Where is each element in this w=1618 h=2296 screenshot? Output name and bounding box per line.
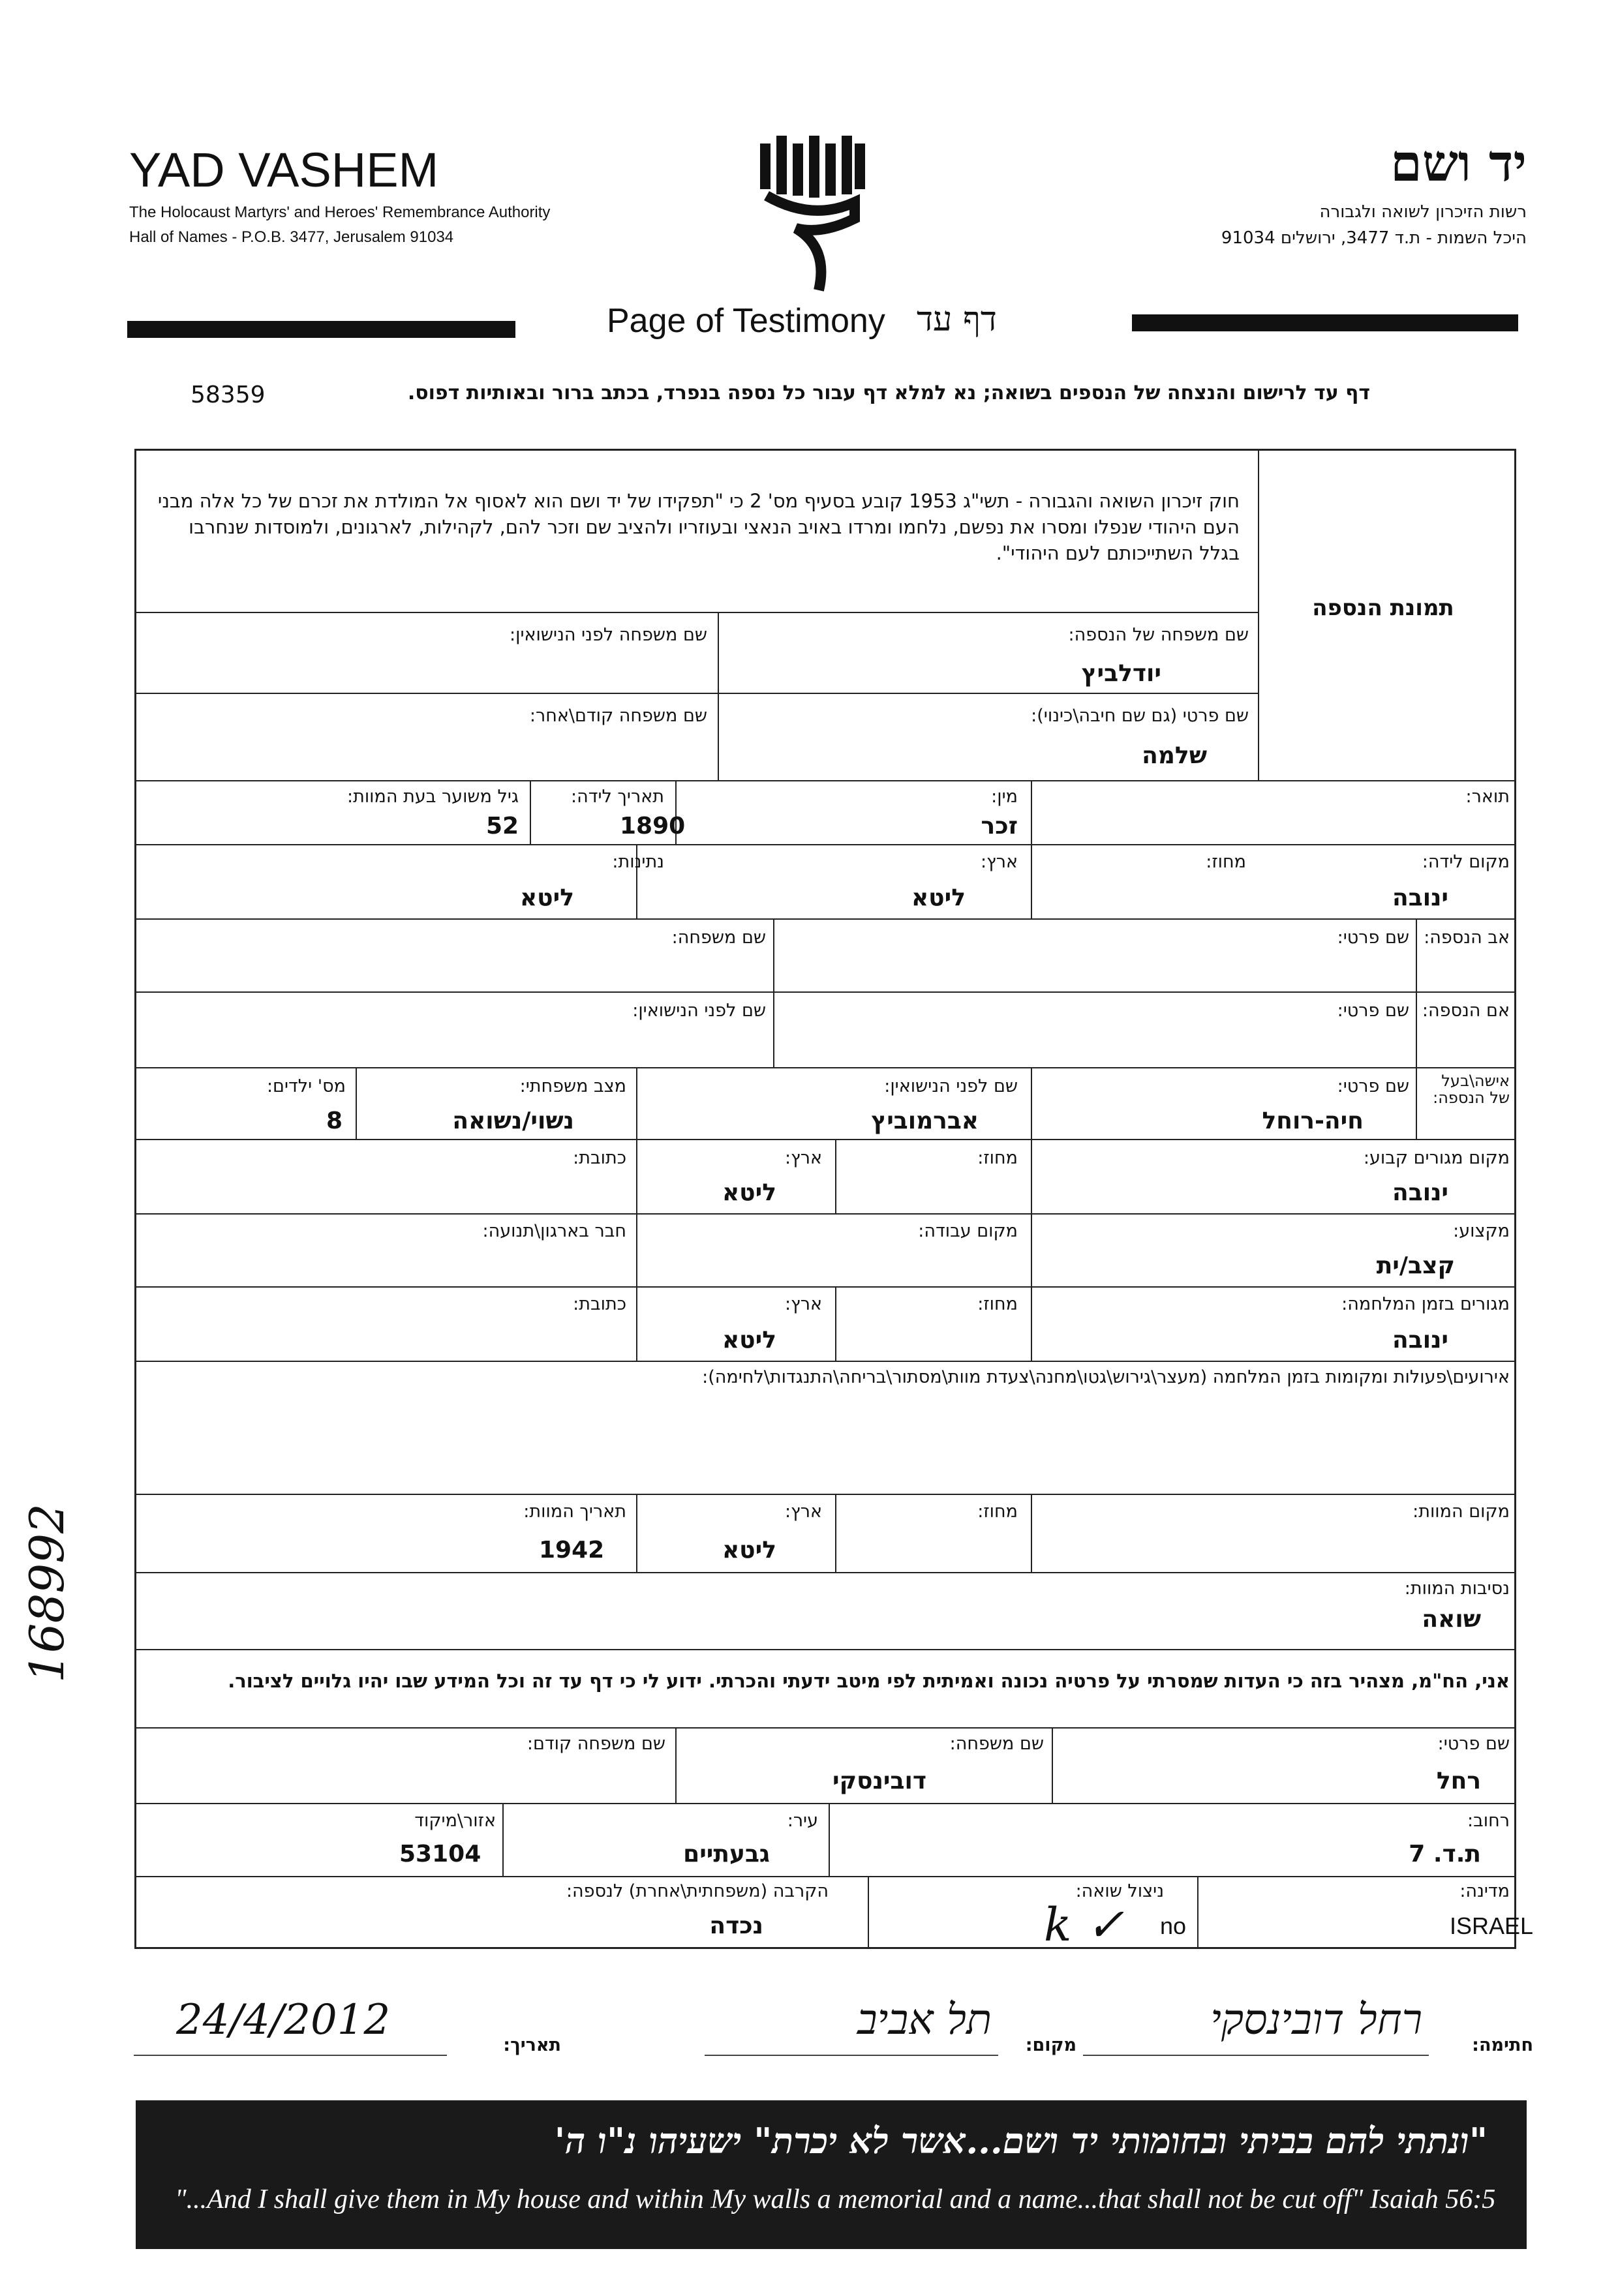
- signature-handwritten: רחל דובינסקי: [1210, 1996, 1422, 2044]
- label-wartime-country: ארץ:: [785, 1294, 822, 1314]
- label-profession: מקצוע:: [1453, 1221, 1510, 1241]
- label-death-place: מקום המוות:: [1412, 1502, 1510, 1522]
- value-death-date[interactable]: 1942: [539, 1537, 605, 1563]
- value-wartime-country[interactable]: ליטא: [722, 1327, 776, 1353]
- value-submitter-street[interactable]: ת.ד. 7: [1409, 1841, 1481, 1867]
- value-num-children[interactable]: 8: [326, 1108, 343, 1134]
- value-death-circumstances[interactable]: שואה: [1422, 1606, 1481, 1633]
- title-bar-right: [1132, 314, 1518, 331]
- label-signature: חתימה:: [1472, 2035, 1533, 2055]
- label-submitter-family-name: שם משפחה:: [949, 1734, 1044, 1754]
- page-title-en: Page of Testimony: [607, 302, 885, 340]
- label-first-name: שם פרטי (גם שם חיבה\כינוי):: [1031, 706, 1249, 726]
- law-text: חוק זיכרון השואה והגבורה - תשי"ג 1953 קובע בסעיף מס' 2 כי "תפקידו של יד ושם הוא לאסוף אל המולדת את זכרם של כל אלה מבני העם היהודי שנפלו ומסרו את נפשם, נלחמו ומרדו באויב הנאצי ובעוזריו ולהציב שם וזכר להם, לקהילות, לארגונים, ולמוסדות שנחרבו בגלל השתייכותם לעם היהודי".: [157, 490, 1240, 564]
- label-residence-district: מחוז:: [977, 1148, 1018, 1168]
- label-mother: אם הנספה:: [1422, 1001, 1510, 1021]
- value-submitter-zip[interactable]: 53104: [399, 1841, 481, 1867]
- org-name-he: יד ושם: [1390, 134, 1527, 193]
- declaration: אני, הח"מ, מצהיר בזה כי העדות שמסרתי על פרטיה נכונה ואמיתית לפי מיטב ידעתי והכרתי. ידוע לי כי דף עד זה וכל המידע שבו יהיו גלויים לציבור.: [228, 1670, 1510, 1692]
- label-state: מדינה:: [1459, 1881, 1510, 1901]
- label-birth-place: מקום לידה:: [1422, 852, 1510, 872]
- label-father-family-name: שם משפחה:: [671, 928, 766, 948]
- form-frame: [134, 449, 1516, 1949]
- label-residence-country: ארץ:: [785, 1148, 822, 1168]
- label-mother-first-name: שם פרטי:: [1337, 1001, 1409, 1021]
- label-age-at-death: גיל משוער בעת המוות:: [346, 787, 519, 807]
- value-submitter-country[interactable]: ISRAEL: [1450, 1912, 1534, 1939]
- label-date: תאריך:: [503, 2035, 561, 2055]
- value-profession[interactable]: קצב/ית: [1376, 1252, 1455, 1279]
- survivor-handwritten-mark: k ✓: [1044, 1898, 1125, 1952]
- photo-label: תמונת הנספה: [1312, 595, 1454, 621]
- label-birth-country: ארץ:: [981, 852, 1018, 872]
- date-handwritten: 24/4/2012: [176, 1996, 391, 2044]
- page-title-he: דף עד: [917, 300, 997, 339]
- label-residence: מקום מגורים קבוע:: [1363, 1148, 1510, 1168]
- org-address-en: Hall of Names - P.O.B. 3477, Jerusalem 91034: [129, 228, 454, 246]
- label-nationality: נתינות:: [612, 852, 664, 872]
- instructions: דף עד לרישום והנצחה של הנספים בשואה; נא למלא דף עבור כל נספה בנפרד, בכתב ברור ובאותיות דפוס.: [407, 382, 1370, 404]
- value-victim-family-name[interactable]: יודלביץ: [1081, 660, 1161, 687]
- label-birth-date: תאריך לידה:: [570, 787, 664, 807]
- value-spouse-maiden-name[interactable]: אברמוביץ: [871, 1108, 979, 1134]
- value-submitter-first-name[interactable]: רחל: [1436, 1768, 1481, 1794]
- value-death-country[interactable]: ליטא: [722, 1537, 776, 1563]
- label-wartime-district: מחוז:: [977, 1294, 1018, 1314]
- value-birth-country[interactable]: ליטא: [911, 884, 966, 911]
- org-name-en: YAD VASHEM: [129, 143, 439, 197]
- label-relation: הקרבה (משפחתית\אחרת) לנספה:: [566, 1881, 829, 1901]
- label-submitter-prev-family: שם משפחה קודם:: [527, 1734, 665, 1754]
- org-address-he: היכל השמות - ת.ד 3477, ירושלים 91034: [1221, 228, 1527, 248]
- label-mother-maiden-name: שם לפני הנישואין:: [632, 1001, 766, 1021]
- label-birth-district: מחוז:: [1206, 852, 1246, 872]
- label-prev-family-name: שם משפחה קודם\אחר:: [529, 706, 707, 726]
- place-handwritten: תל אביב: [857, 1996, 992, 2044]
- value-gender[interactable]: זכר: [981, 813, 1018, 839]
- label-victim-family-name: שם משפחה של הנספה:: [1068, 625, 1249, 645]
- value-birth-place[interactable]: ינובה: [1392, 884, 1448, 911]
- label-death-circumstances: נסיבות המוות:: [1404, 1578, 1510, 1599]
- label-death-date: תאריך המוות:: [523, 1502, 626, 1522]
- label-spouse-maiden-name: שם לפני הנישואין:: [884, 1076, 1018, 1096]
- value-residence-country[interactable]: ליטא: [722, 1179, 776, 1206]
- label-wartime-address: כתובת:: [573, 1294, 626, 1314]
- label-workplace: מקום עבודה:: [918, 1221, 1018, 1241]
- footer-quote-en: "...And I shall give them in My house and within My walls a memorial and a name...that shall not be cut off" Isaiah 56:5: [175, 2184, 1496, 2214]
- value-nationality[interactable]: ליטא: [519, 884, 574, 911]
- menorah-logo-icon: [757, 130, 868, 294]
- label-residence-address: כתובת:: [573, 1148, 626, 1168]
- label-spouse: אישה\בעל של הנספה:: [1433, 1072, 1510, 1107]
- label-num-children: מס' ילדים:: [266, 1076, 346, 1096]
- value-marital-status[interactable]: נשוי/נשואה: [452, 1108, 574, 1134]
- footer-quote-band: [136, 2100, 1527, 2249]
- value-spouse-first-name[interactable]: חיה-רוחל: [1262, 1108, 1364, 1134]
- label-organization: חבר בארגון\תנועה:: [482, 1221, 626, 1241]
- label-survivor: ניצול שואה:: [1075, 1881, 1164, 1901]
- label-death-country: ארץ:: [785, 1502, 822, 1522]
- label-street: רחוב:: [1467, 1811, 1510, 1831]
- value-survivor[interactable]: no: [1160, 1912, 1187, 1939]
- label-zip: אזור\מיקוד: [414, 1811, 496, 1831]
- label-spouse-first-name: שם פרטי:: [1337, 1076, 1409, 1096]
- org-subtitle-he: רשות הזיכרון לשואה ולגבורה: [1319, 202, 1527, 222]
- label-submitter-first-name: שם פרטי:: [1437, 1734, 1510, 1754]
- value-victim-first-name[interactable]: שלמה: [1142, 742, 1207, 769]
- label-father: אב הנספה:: [1424, 928, 1510, 948]
- value-age-at-death[interactable]: 52: [486, 813, 519, 839]
- label-death-district: מחוז:: [977, 1502, 1018, 1522]
- label-maiden-name: שם משפחה לפני הנישואין:: [510, 625, 707, 645]
- form-number: 58359: [191, 382, 266, 408]
- label-gender: מין:: [991, 787, 1018, 807]
- value-birth-date[interactable]: 1890: [620, 813, 686, 839]
- org-subtitle-en: The Holocaust Martyrs' and Heroes' Remembrance Authority: [129, 204, 551, 221]
- value-residence-place[interactable]: ינובה: [1392, 1179, 1448, 1206]
- label-city: עיר:: [787, 1811, 818, 1831]
- label-marital-status: מצב משפחתי:: [519, 1076, 626, 1096]
- side-handwritten-number: 168992: [20, 1503, 74, 1683]
- label-wartime-residence: מגורים בזמן המלחמה:: [1341, 1294, 1510, 1314]
- label-father-first-name: שם פרטי:: [1337, 928, 1409, 948]
- footer-quote-he: "ונתתי להם בביתי ובחומותי יד ושם...אשר לא יכרת" ישעיהו נ"ו ה': [554, 2120, 1488, 2162]
- value-relation[interactable]: נכדה: [709, 1912, 763, 1939]
- label-title: תואר:: [1465, 787, 1510, 807]
- title-bar-left: [127, 321, 515, 338]
- value-submitter-city[interactable]: גבעתיים: [683, 1841, 770, 1867]
- value-submitter-family-name[interactable]: דובינסקי: [832, 1768, 926, 1794]
- label-place: מקום:: [1025, 2035, 1076, 2055]
- value-wartime-place[interactable]: ינובה: [1392, 1327, 1448, 1353]
- label-events: אירועים\פעולות ומקומות בזמן המלחמה (מעצר\גירוש\גטו\מחנה\צעדת מוות\מסתור\בריחה\התנגדות\לחימה):: [702, 1367, 1510, 1387]
